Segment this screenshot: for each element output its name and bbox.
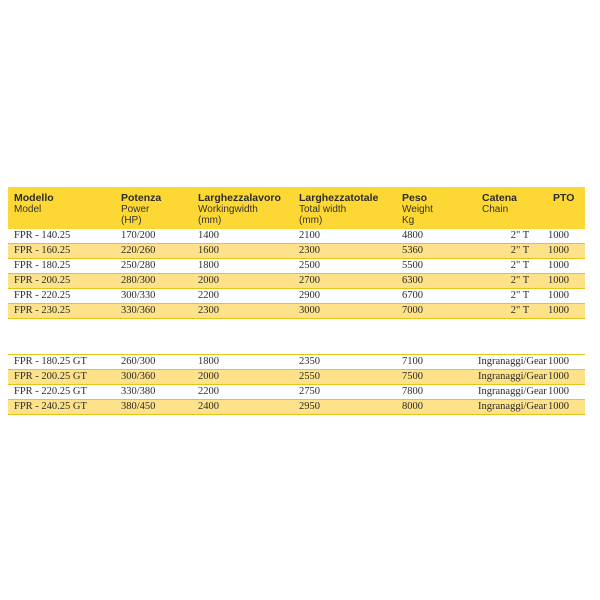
cell-weight: 7500 — [402, 371, 423, 382]
cell-weight: 7100 — [402, 356, 423, 367]
cell-model: FPR - 220.25 — [14, 290, 71, 301]
header-working-width — [198, 192, 281, 226]
header-working-width-en: Workingwidth — [198, 204, 258, 215]
table-row — [8, 229, 585, 244]
header-total-width-it: Larghezzatotale — [299, 192, 379, 204]
table-row — [8, 304, 585, 319]
header-weight-en: Weight — [402, 204, 433, 215]
header-chain — [482, 192, 517, 215]
cell-model: FPR - 140.25 — [14, 230, 71, 241]
cell-pto: 1000 — [548, 371, 569, 382]
cell-pto: 1000 — [548, 356, 569, 367]
header-power-en: Power — [121, 204, 150, 215]
cell-total-width: 2900 — [299, 290, 320, 301]
cell-power: 280/300 — [121, 275, 156, 286]
cell-power: 260/300 — [121, 356, 156, 367]
cell-chain: 2" T — [510, 290, 530, 301]
cell-working-width: 2300 — [198, 305, 219, 316]
cell-power: 330/380 — [121, 386, 156, 397]
cell-chain: 2" T — [510, 275, 530, 286]
cell-power: 300/360 — [121, 371, 156, 382]
cell-pto: 1000 — [548, 245, 569, 256]
cell-chain: Ingranaggi/Gear — [478, 401, 547, 412]
header-total-width-unit: (mm) — [299, 215, 323, 226]
header-power-it: Potenza — [121, 192, 162, 204]
cell-total-width: 2300 — [299, 245, 320, 256]
cell-power: 300/330 — [121, 290, 156, 301]
cell-working-width: 2000 — [198, 371, 219, 382]
cell-model: FPR - 200.25 GT — [14, 371, 87, 382]
cell-chain: Ingranaggi/Gear — [478, 371, 547, 382]
cell-weight: 6700 — [402, 290, 423, 301]
cell-pto: 1000 — [548, 290, 569, 301]
table-row — [8, 400, 585, 415]
cell-model: FPR - 240.25 GT — [14, 401, 87, 412]
table-row — [8, 370, 585, 385]
cell-working-width: 1800 — [198, 260, 219, 271]
cell-model: FPR - 180.25 — [14, 260, 71, 271]
cell-model: FPR - 230.25 — [14, 305, 71, 316]
cell-weight: 5360 — [402, 245, 423, 256]
header-weight-it: Peso — [402, 192, 428, 204]
cell-chain: 2" T — [510, 260, 530, 271]
cell-total-width: 2750 — [299, 386, 320, 397]
cell-chain: 2" T — [510, 305, 530, 316]
cell-model: FPR - 180.25 GT — [14, 356, 87, 367]
cell-power: 330/360 — [121, 305, 156, 316]
cell-total-width: 2550 — [299, 371, 320, 382]
spec-table — [8, 187, 585, 415]
cell-pto: 1000 — [548, 305, 569, 316]
cell-weight: 4800 — [402, 230, 423, 241]
cell-chain: 2" T — [510, 230, 530, 241]
cell-total-width: 2950 — [299, 401, 320, 412]
cell-total-width: 2100 — [299, 230, 320, 241]
cell-weight: 6300 — [402, 275, 423, 286]
table-row — [8, 355, 585, 370]
cell-power: 250/280 — [121, 260, 156, 271]
header-chain-it: Catena — [482, 192, 518, 204]
cell-weight: 5500 — [402, 260, 423, 271]
header-power — [121, 192, 161, 226]
cell-chain: Ingranaggi/Gear — [478, 386, 547, 397]
header-chain-en: Chain — [482, 204, 509, 215]
cell-working-width: 2000 — [198, 275, 219, 286]
header-model — [14, 192, 54, 215]
header-working-width-unit: (mm) — [198, 215, 222, 226]
cell-working-width: 1400 — [198, 230, 219, 241]
header-total-width-en: Total width — [299, 204, 347, 215]
header-working-width-it: Larghezzalavoro — [198, 192, 281, 204]
table-row — [8, 259, 585, 274]
cell-pto: 1000 — [548, 275, 569, 286]
cell-working-width: 1800 — [198, 356, 219, 367]
cell-power: 380/450 — [121, 401, 156, 412]
cell-chain: 2" T — [510, 245, 530, 256]
cell-total-width: 2700 — [299, 275, 320, 286]
cell-pto: 1000 — [548, 230, 569, 241]
chain-models-group — [8, 229, 585, 319]
cell-model: FPR - 160.25 — [14, 245, 71, 256]
cell-weight: 7800 — [402, 386, 423, 397]
header-power-unit: (HP) — [121, 215, 142, 226]
group-separator — [8, 319, 585, 355]
cell-working-width: 2200 — [198, 290, 219, 301]
header-weight — [402, 192, 433, 226]
header-total-width — [299, 192, 378, 226]
table-row — [8, 274, 585, 289]
table-row — [8, 289, 585, 304]
cell-model: FPR - 200.25 — [14, 275, 71, 286]
cell-total-width: 2500 — [299, 260, 320, 271]
cell-pto: 1000 — [548, 260, 569, 271]
header-model-it: Modello — [14, 192, 54, 204]
header-model-en: Model — [14, 204, 42, 215]
cell-weight: 7000 — [402, 305, 423, 316]
cell-working-width: 2200 — [198, 386, 219, 397]
cell-working-width: 1600 — [198, 245, 219, 256]
header-weight-unit: Kg — [402, 215, 415, 226]
table-header — [8, 187, 585, 229]
cell-model: FPR - 220.25 GT — [14, 386, 87, 397]
cell-pto: 1000 — [548, 386, 569, 397]
gear-models-group — [8, 355, 585, 415]
cell-chain: Ingranaggi/Gear — [478, 356, 547, 367]
cell-power: 170/200 — [121, 230, 156, 241]
header-pto-it: PTO — [553, 192, 575, 204]
cell-total-width: 2350 — [299, 356, 320, 367]
cell-total-width: 3000 — [299, 305, 320, 316]
table-row — [8, 244, 585, 259]
cell-power: 220/260 — [121, 245, 156, 256]
header-pto — [553, 192, 574, 204]
cell-pto: 1000 — [548, 401, 569, 412]
cell-weight: 8000 — [402, 401, 423, 412]
table-row — [8, 385, 585, 400]
cell-working-width: 2400 — [198, 401, 219, 412]
